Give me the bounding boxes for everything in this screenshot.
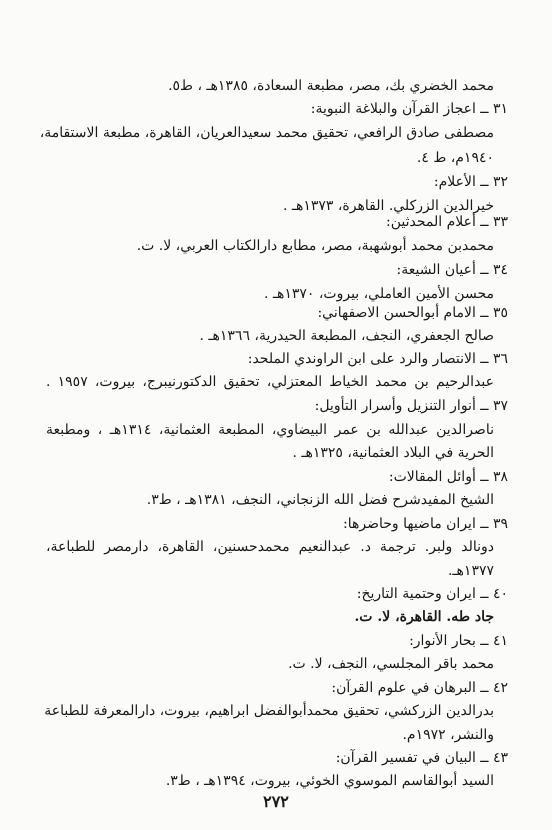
entry-heading: ٣١ ــ اعجاز القرآن والبلاغة النبوية: xyxy=(310,101,508,117)
entry-heading: ٤١ ــ بحار الأنوار: xyxy=(409,633,508,649)
reference-line: محمد باقر المجلسي، النجف، لا. ت. xyxy=(288,656,494,672)
entry-heading: ٣٨ ــ أوائل المقالات: xyxy=(388,469,508,485)
entry-heading: ٣٤ ــ أعيان الشيعة: xyxy=(396,262,508,278)
entry-heading: ٣٥ ــ الامام أبوالحسن الاصفهاني: xyxy=(317,305,508,321)
entry-heading: ٣٢ ــ الأعلام: xyxy=(433,174,508,190)
reference-line: السيد أبوالقاسم الموسوي الخوئي، بيروت، ١٣٩٤هـ ، ط٣. xyxy=(165,773,494,789)
page-number: ٢٧٢ xyxy=(263,792,289,811)
reference-line: الحرية في البلاد العثمانية، ١٣٢٥هـ . xyxy=(292,445,494,461)
reference-line: ١٣٧٧هـ. xyxy=(447,563,494,579)
reference-line: مصطفى صادق الرافعي، تحقيق محمد سعيدالعريان، القاهرة، مطبعة الاستقامة، xyxy=(39,125,494,141)
reference-line: ناصرالدين عبدالله بن عمر البيضاوي، المطبعة العثمانية، ١٣١٤هـ ، ومطبعة xyxy=(46,422,494,438)
reference-line: ١٩٤٠م، ط ٤. xyxy=(416,150,494,166)
reference-line: صالح الجعفري، النجف، المطبعة الحيدرية، ١٣٦٦هـ . xyxy=(199,328,494,344)
entry-heading: ٤٣ ــ البيان في تفسير القرآن: xyxy=(335,750,508,766)
entry-heading: ٣٣ ــ أعلام المحدثين: xyxy=(386,214,508,230)
reference-line: الشيخ المفيدشرح فضل الله الزنجاني، النجف، ١٣٨١هـ ، ط٣. xyxy=(146,492,494,508)
entry-heading: ٣٦ ــ الانتصار والرد على ابن الراوندي الملحد: xyxy=(247,351,508,367)
entry-heading: ٤٠ ــ ايران وحتمية التاريخ: xyxy=(356,586,508,602)
reference-line: خيرالدين الزركلي. القاهرة، ١٣٧٣هـ . xyxy=(282,198,494,214)
entry-heading: ٣٩ ــ ايران ماضيها وحاضرها: xyxy=(343,516,508,532)
reference-line: عبدالرحيم بن محمد الخياط المعتزلي، تحقيق الدكتورنيبرج، بيروت، ١٩٥٧ . xyxy=(46,374,494,390)
reference-line: دونالد ولبر. ترجمة د. عبدالنعيم محمدحسنين، القاهرة، دارمصر للطباعة، xyxy=(46,539,494,555)
reference-line: محمدبن محمد أبوشهبة، مصر، مطابع دارالكتاب العربي، لا. ت. xyxy=(136,238,494,254)
reference-line: والنشر، ١٩٧٢م. xyxy=(402,727,494,743)
entry-heading: ٤٢ ــ البرهان في علوم القرآن: xyxy=(331,680,508,696)
entry-heading: ٣٧ ــ أنوار التنزيل وأسرار التأويل: xyxy=(314,398,508,414)
reference-line: بدرالدين الزركشي، تحقيق محمدأبوالفضل ابراهيم، بيروت، دارالمعرفة للطباعة xyxy=(44,703,494,719)
reference-line: محمد الخضري بك، مصر، مطبعة السعادة، ١٣٨٥هـ ، ط٥. xyxy=(168,78,494,94)
reference-line: محسن الأمين العاملي، بيروت، ١٣٧٠هـ . xyxy=(263,286,494,302)
reference-line: جاد طه. القاهرة، لا. ت. xyxy=(354,609,494,625)
